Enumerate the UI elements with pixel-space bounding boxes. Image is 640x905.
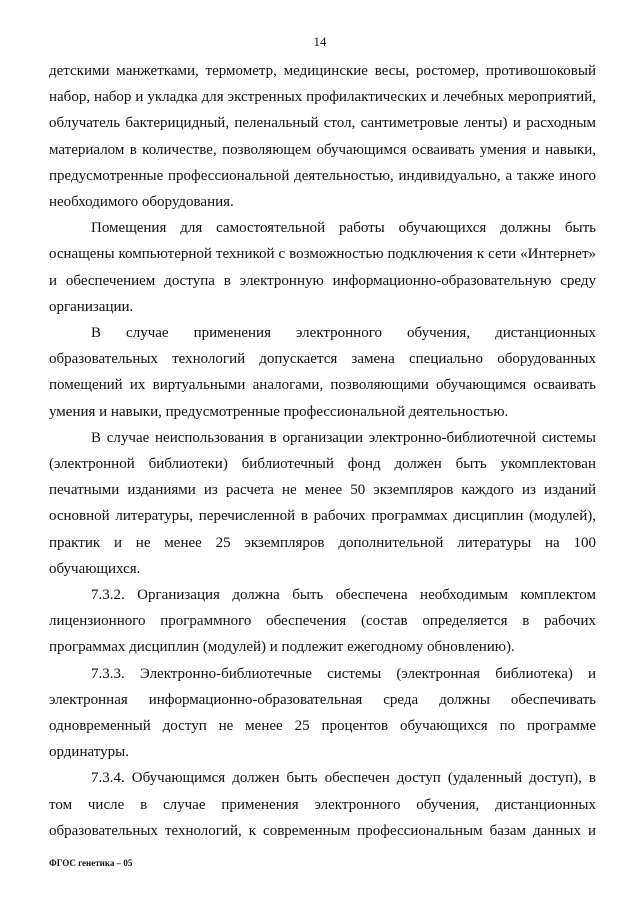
paragraph-equipment-continuation: детскими манжетками, термометр, медицинские весы, ростомер, противошоковый набор, набор и укладка для экстренных профилактических и лечебных мероприятий, облучатель бактерицидный, пеленальный стол, сантиметровые ленты) и расходным материалом в количестве, позволяющем обучающимся осваивать умения и навыки, предусмотренные профессиональной деятельностью, индивидуально, а также иного необходимого оборудования. bbox=[49, 63, 596, 211]
paragraph-virtual-analogues: В случае применения электронного обучения, дистанционных образовательных технологий допускается замена специально оборудованных помещений их виртуальными аналогами, позволяющими обучающимся осваивать умения и навыки, предусмотренные профессиональной деятельностью. bbox=[49, 325, 596, 420]
footer-label: ФГОС генетика – 05 bbox=[49, 858, 133, 868]
paragraph-7-3-4: 7.3.4. Обучающимся должен быть обеспечен доступ (удаленный доступ), в том числе в случае применения электронного обучения, дистанционных образовательных технологий, к современным профессиональным базам данных и bbox=[49, 770, 596, 839]
page-number: 14 bbox=[313, 34, 327, 49]
paragraph-library-fund: В случае неиспользования в организации электронно-библиотечной системы (электронной библиотеки) библиотечный фонд должен быть укомплектован печатными изданиями из расчета не менее 50 экземпляров каждого из изданий основной литературы, перечисленной в рабочих программах дисциплин (модулей), практик и не менее 25 экземпляров дополнительной литературы на 100 обучающихся. bbox=[49, 429, 596, 577]
paragraph-7-3-2: 7.3.2. Организация должна быть обеспечена необходимым комплектом лицензионного программного обеспечения (состав определяется в рабочих программах дисциплин (модулей) и подлежит ежегодному обновлению). bbox=[49, 587, 596, 656]
paragraph-7-3-3: 7.3.3. Электронно-библиотечные системы (электронная библиотека) и электронная информационно-образовательная среда должны обеспечивать одновременный доступ не менее 25 процентов обучающихся по программе ординатуры. bbox=[49, 665, 596, 761]
paragraph-self-study-rooms: Помещения для самостоятельной работы обучающихся должны быть оснащены компьютерной техникой с возможностью подключения к сети «Интернет» и обеспечением доступа в электронную информационно-образовательную среду организации. bbox=[49, 220, 596, 315]
body-text bbox=[49, 58, 596, 844]
